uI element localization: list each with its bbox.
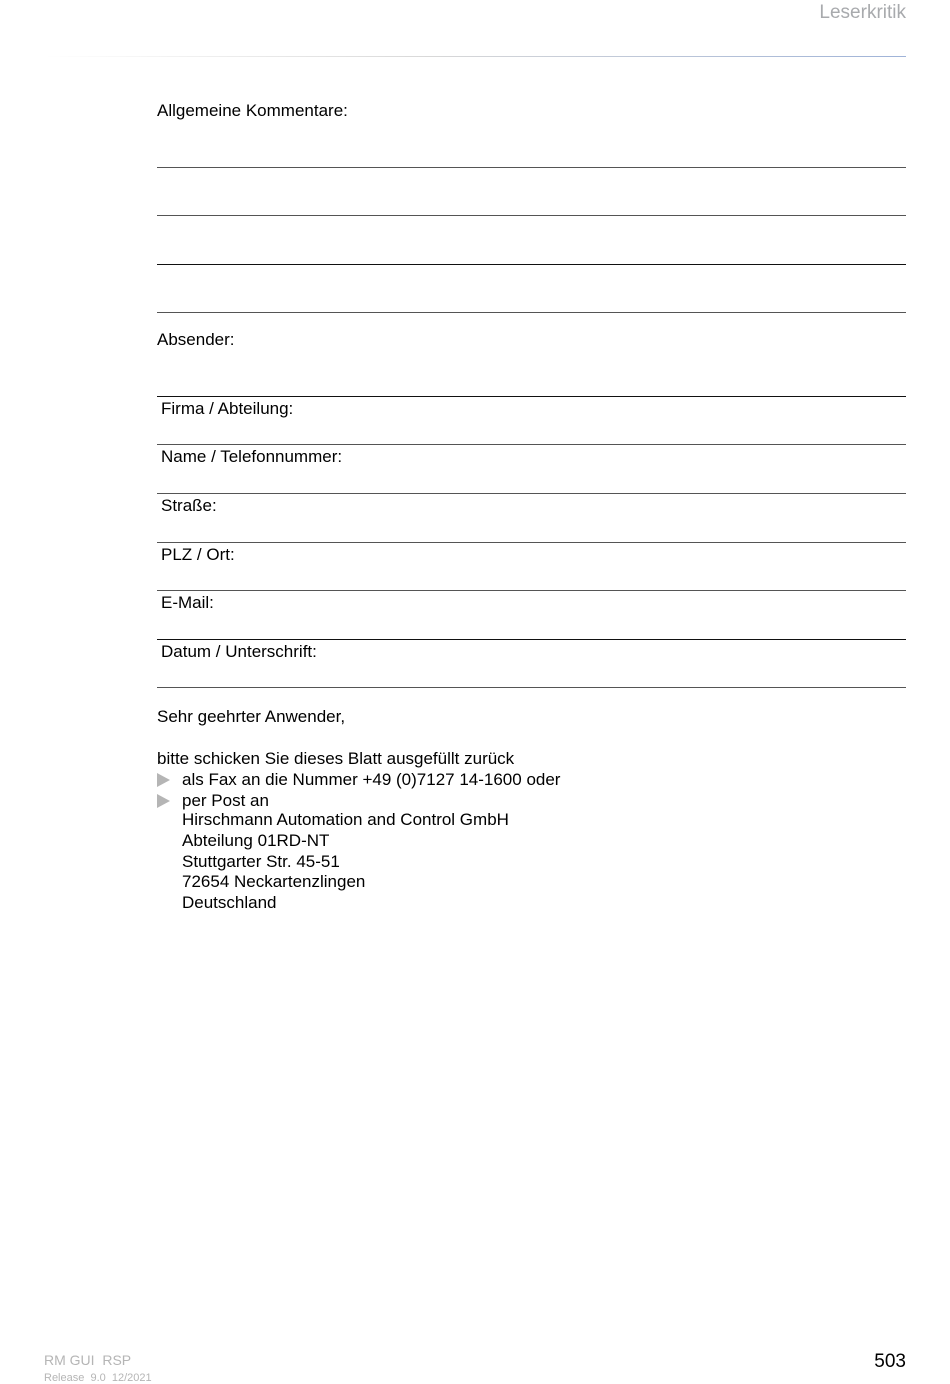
letter-intro: bitte schicken Sie dieses Blatt ausgefüllt zurück	[157, 749, 515, 768]
field-label-street: Straße:	[161, 496, 217, 515]
postal-address	[182, 810, 509, 914]
field-line	[157, 444, 906, 445]
footer-release: Release 9.0 12/2021	[44, 1372, 152, 1384]
field-label-email: E-Mail:	[161, 593, 214, 612]
address-line: Stuttgarter Str. 45-51	[182, 851, 340, 871]
comments-label: Allgemeine Kommentare:	[157, 101, 348, 120]
page-number: 503	[874, 1351, 906, 1372]
option-post-text: per Post an	[182, 791, 269, 810]
triangle-right-icon	[157, 794, 170, 808]
comment-line	[157, 312, 906, 313]
letter-salutation: Sehr geehrter Anwender,	[157, 707, 346, 726]
field-label-name-phone: Name / Telefonnummer:	[161, 447, 343, 466]
field-line	[157, 542, 906, 543]
comment-line	[157, 167, 906, 168]
address-line: Hirschmann Automation and Control GmbH	[182, 810, 509, 829]
page-header-title: Leserkritik	[819, 2, 906, 23]
comment-line	[157, 215, 906, 216]
header-divider	[44, 56, 906, 57]
field-line	[157, 493, 906, 494]
address-line: Deutschland	[182, 893, 277, 913]
field-label-company: Firma / Abteilung:	[161, 399, 294, 418]
field-line	[157, 639, 906, 640]
field-line	[157, 687, 906, 688]
field-label-zip-city: PLZ / Ort:	[161, 545, 235, 564]
footer-product: RM GUI RSP	[44, 1352, 132, 1368]
sender-label: Absender:	[157, 330, 235, 349]
field-line	[157, 590, 906, 591]
address-line: 72654 Neckartenzlingen	[182, 872, 366, 892]
comment-line	[157, 264, 906, 265]
field-line	[157, 396, 906, 397]
triangle-right-icon	[157, 773, 170, 787]
address-line: Abteilung 01RD-NT	[182, 830, 330, 850]
option-fax-text: als Fax an die Nummer +49 (0)7127 14-1600 oder	[182, 770, 561, 789]
field-label-date-signature: Datum / Unterschrift:	[161, 642, 317, 661]
